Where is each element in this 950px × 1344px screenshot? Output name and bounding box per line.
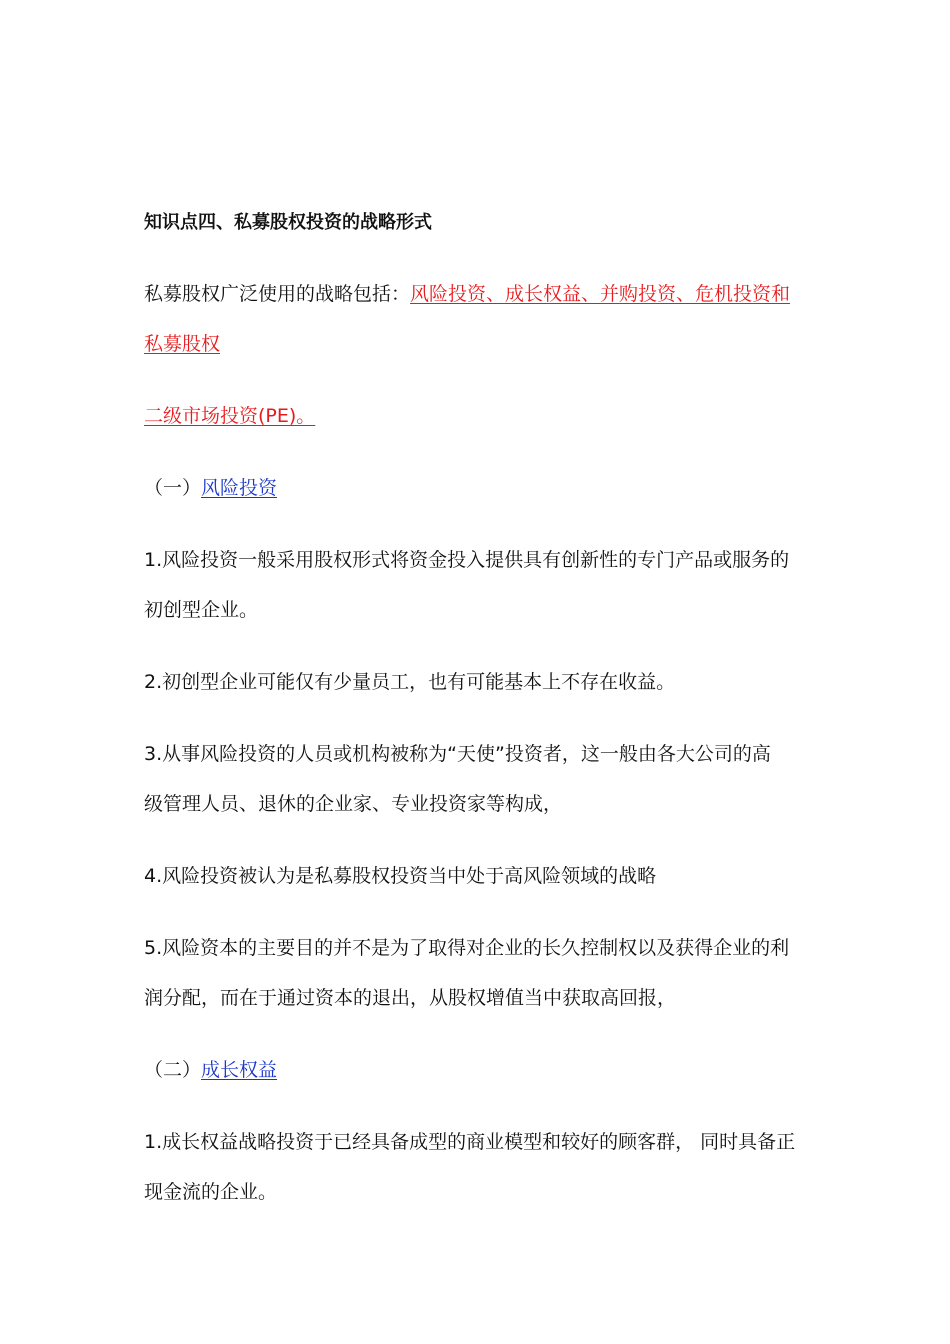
intro-prefix: 私募股权广泛使用的战略包括： <box>144 283 411 305</box>
intro-paragraph-line1 <box>144 281 804 307</box>
list-item-5-line2: 润分配，而在于通过资本的退出，从股权增值当中获取高回报， <box>144 987 677 1009</box>
secondary-market-link[interactable]: 二级市场投资(PE)。 <box>144 405 316 427</box>
section-heading: 知识点四、私募股权投资的战略形式 <box>144 212 432 233</box>
subheading-venture-capital <box>144 475 804 501</box>
strategies-link-continued[interactable]: 私募股权 <box>144 333 221 355</box>
subheading-prefix: （二） <box>144 1059 202 1081</box>
subheading-prefix: （一） <box>144 477 202 499</box>
subheading-growth-equity <box>144 1057 804 1083</box>
list-item-1-line2: 初创型企业。 <box>144 599 259 621</box>
growth-equity-link[interactable]: 成长权益 <box>201 1059 278 1081</box>
intro-paragraph-line3 <box>144 403 804 429</box>
list-item-5-line1: 5.风险资本的主要目的并不是为了取得对企业的长久控制权以及获得企业的利 <box>144 937 790 959</box>
list-item-1-line1: 1.风险投资一般采用股权形式将资金投入提供具有创新性的专门产品或服务的 <box>144 549 790 571</box>
growth-item-1-line1: 1.成长权益战略投资于已经具备成型的商业模型和较好的顾客群， 同时具备正 <box>144 1131 796 1153</box>
growth-item-1-line2: 现金流的企业。 <box>144 1181 278 1203</box>
list-item-3-line1: 3.从事风险投资的人员或机构被称为“天使”投资者，这一般由各大公司的高 <box>144 743 771 765</box>
list-item-2: 2.初创型企业可能仅有少量员工，也有可能基本上不存在收益。 <box>144 671 676 693</box>
list-item-3-line2: 级管理人员、退休的企业家、专业投资家等构成， <box>144 793 563 815</box>
strategies-link[interactable]: 风险投资、成长权益、并购投资、危机投资和 <box>410 283 791 305</box>
intro-paragraph-line2 <box>144 331 804 357</box>
list-item-4: 4.风险投资被认为是私募股权投资当中处于高风险领域的战略 <box>144 865 657 887</box>
venture-capital-link[interactable]: 风险投资 <box>201 477 278 499</box>
